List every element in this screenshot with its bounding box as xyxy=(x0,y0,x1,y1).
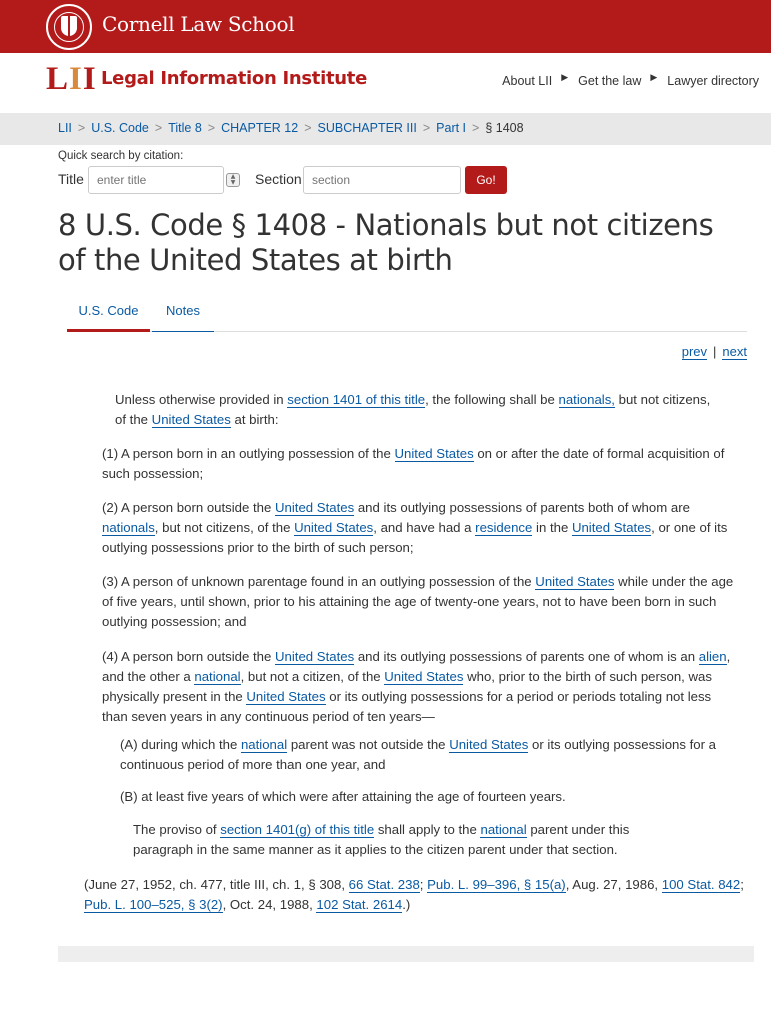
paragraph-text: (4) A person born outside the xyxy=(102,649,276,664)
breadcrumb xyxy=(58,121,524,135)
paragraph-text: (2) A person born outside the xyxy=(102,500,276,515)
breadcrumb-current: § 1408 xyxy=(485,121,524,135)
paragraph-text: who, prior to the birth of such person, was physically present in the xyxy=(102,669,712,704)
footer-bar xyxy=(58,946,754,962)
paragraph-text: (3) A person of unknown parentage found in an outlying possession of the xyxy=(102,574,536,589)
lii-logo-icon[interactable] xyxy=(46,61,97,97)
get-the-law-link[interactable]: Get the law xyxy=(578,74,642,88)
title-label: Title xyxy=(58,171,84,187)
number-spinner-icon[interactable]: ▲ ▼ xyxy=(226,173,240,187)
source-text: .) xyxy=(402,897,411,912)
site-header xyxy=(0,53,771,113)
united-states-link[interactable]: United States xyxy=(394,446,474,461)
paragraph-text: on or after the date of formal acquisition of such possession; xyxy=(102,446,725,481)
intro-text: , the following shall be xyxy=(425,392,559,407)
united-states-link[interactable]: United States xyxy=(449,737,529,752)
breadcrumb-separator: > xyxy=(207,121,216,135)
paragraph-text: and its outlying possessions of parents both of whom are xyxy=(354,500,690,515)
national-link[interactable]: national xyxy=(240,737,288,752)
alien-link[interactable]: alien xyxy=(698,649,727,664)
next-link[interactable]: next xyxy=(722,344,747,359)
lawyer-directory-link[interactable]: Lawyer directory xyxy=(667,74,759,88)
section-1401g-link[interactable]: section 1401(g) of this title xyxy=(220,822,375,837)
paragraph-text: parent under this paragraph in the same manner as it applies to the citizen parent under that section. xyxy=(133,822,630,857)
source-credits xyxy=(84,875,744,915)
breadcrumb-separator: > xyxy=(422,121,431,135)
tab-notes[interactable]: Notes xyxy=(152,300,214,332)
source-text: , Aug. 27, 1986, xyxy=(565,877,662,892)
united-states-link[interactable]: United States xyxy=(246,689,326,704)
paragraph-text: , or one of its outlying possessions prior to the birth of such person; xyxy=(102,520,728,555)
caret-right-icon: ▶ xyxy=(561,73,569,83)
united-states-link[interactable]: United States xyxy=(151,412,231,427)
breadcrumb-subchapter-iii[interactable]: SUBCHAPTER III xyxy=(317,121,417,135)
paragraph-3 xyxy=(102,572,737,632)
cornell-seal-icon[interactable] xyxy=(46,4,92,50)
national-link[interactable]: national xyxy=(480,822,527,837)
intro-paragraph xyxy=(115,390,715,430)
section-1401-link[interactable]: section 1401 of this title xyxy=(287,392,426,407)
breadcrumb-bar xyxy=(0,113,771,145)
subparagraph-a xyxy=(120,735,735,775)
lii-logo-letter-i1: I xyxy=(69,61,83,97)
about-lii-link[interactable]: About LII xyxy=(502,74,553,88)
100-stat-842-link[interactable]: 100 Stat. 842 xyxy=(661,877,741,892)
breadcrumb-us-code[interactable]: U.S. Code xyxy=(91,121,149,135)
paragraph-text: or its outlying possessions for a continuous period of more than one year, and xyxy=(120,737,717,772)
paragraph-text: (A) during which the xyxy=(120,737,241,752)
paragraph-text: or its outlying possessions for a period or periods totaling not less than seven years in any continuous period of ten years— xyxy=(102,689,712,724)
breadcrumb-lii[interactable]: LII xyxy=(58,121,72,135)
united-states-link[interactable]: United States xyxy=(384,669,464,684)
united-states-link[interactable]: United States xyxy=(275,500,355,515)
breadcrumb-part-i[interactable]: Part I xyxy=(436,121,467,135)
intro-text: Unless otherwise provided in xyxy=(115,392,288,407)
pager xyxy=(682,344,747,359)
title-input[interactable] xyxy=(88,166,224,194)
paragraph-text: , but not citizens, of the xyxy=(154,520,295,535)
source-text: ; xyxy=(419,877,428,892)
pub-l-100-525-link[interactable]: Pub. L. 100–525, § 3(2) xyxy=(84,897,223,912)
source-text: ; xyxy=(740,877,744,892)
breadcrumb-separator: > xyxy=(472,121,480,135)
united-states-link[interactable]: United States xyxy=(294,520,374,535)
source-text: (June 27, 1952, ch. 477, title III, ch. 1, § 308, xyxy=(84,877,349,892)
lii-logo-letter-i2: I xyxy=(82,61,97,97)
cornell-header-bar xyxy=(0,0,771,53)
national-link[interactable]: national xyxy=(194,669,241,684)
breadcrumb-separator: > xyxy=(154,121,163,135)
proviso-paragraph xyxy=(133,820,693,860)
quick-search-label: Quick search by citation: xyxy=(58,150,184,162)
breadcrumb-separator: > xyxy=(77,121,86,135)
residence-link[interactable]: residence xyxy=(475,520,533,535)
paragraph-text: , and the other a xyxy=(102,649,731,684)
paragraph-text: parent was not outside the xyxy=(287,737,450,752)
source-text: , Oct. 24, 1988, xyxy=(222,897,317,912)
page-title: 8 U.S. Code § 1408 - Nationals but not citizens of the United States at birth xyxy=(58,208,714,277)
intro-text: but not citizens, of the xyxy=(115,392,711,427)
paragraph-text: (1) A person born in an outlying possession of the xyxy=(102,446,395,461)
paragraph-4 xyxy=(102,647,737,727)
section-input[interactable] xyxy=(303,166,461,194)
pager-separator: | xyxy=(713,344,717,359)
cornell-law-school-link[interactable]: Cornell Law School xyxy=(102,12,295,36)
section-label: Section xyxy=(255,171,302,187)
lii-site-name-link[interactable]: Legal Information Institute xyxy=(101,68,367,89)
breadcrumb-separator: > xyxy=(304,121,312,135)
paragraph-2 xyxy=(102,498,737,558)
102-stat-2614-link[interactable]: 102 Stat. 2614 xyxy=(316,897,403,912)
content-tabs xyxy=(67,300,747,332)
pub-l-99-396-link[interactable]: Pub. L. 99–396, § 15(a) xyxy=(427,877,566,892)
paragraph-text: , and have had a xyxy=(373,520,476,535)
paragraph-text: shall apply to the xyxy=(374,822,481,837)
prev-link[interactable]: prev xyxy=(681,344,708,359)
nationals-link[interactable]: nationals, xyxy=(558,392,615,407)
paragraph-text: while under the age of five years, until shown, prior to his attaining the age of twenty-one years, not to have been born in such outlying possession; and xyxy=(102,574,734,629)
paragraph-text: The proviso of xyxy=(133,822,221,837)
paragraph-text: (B) at least five years of which were after attaining the age of fourteen years. xyxy=(120,789,566,804)
66-stat-238-link[interactable]: 66 Stat. 238 xyxy=(348,877,420,892)
paragraph-text: in the xyxy=(532,520,572,535)
go-button[interactable]: Go! xyxy=(465,166,507,194)
united-states-link[interactable]: United States xyxy=(275,649,355,664)
caret-right-icon: ▶ xyxy=(650,73,658,83)
united-states-link[interactable]: United States xyxy=(571,520,652,535)
nationals-link[interactable]: nationals xyxy=(102,520,155,535)
paragraph-1 xyxy=(102,444,737,484)
intro-text: at birth: xyxy=(230,412,279,427)
breadcrumb-chapter-12[interactable]: CHAPTER 12 xyxy=(221,121,299,135)
subparagraph-b xyxy=(120,787,735,807)
paragraph-text: , but not a citizen, of the xyxy=(240,669,385,684)
lii-logo-letter-l: L xyxy=(46,61,70,97)
paragraph-text: and its outlying possessions of parents one of whom is an xyxy=(354,649,699,664)
breadcrumb-title-8[interactable]: Title 8 xyxy=(168,121,202,135)
top-nav xyxy=(502,74,759,88)
united-states-link[interactable]: United States xyxy=(535,574,615,589)
tab-us-code[interactable]: U.S. Code xyxy=(67,300,150,332)
